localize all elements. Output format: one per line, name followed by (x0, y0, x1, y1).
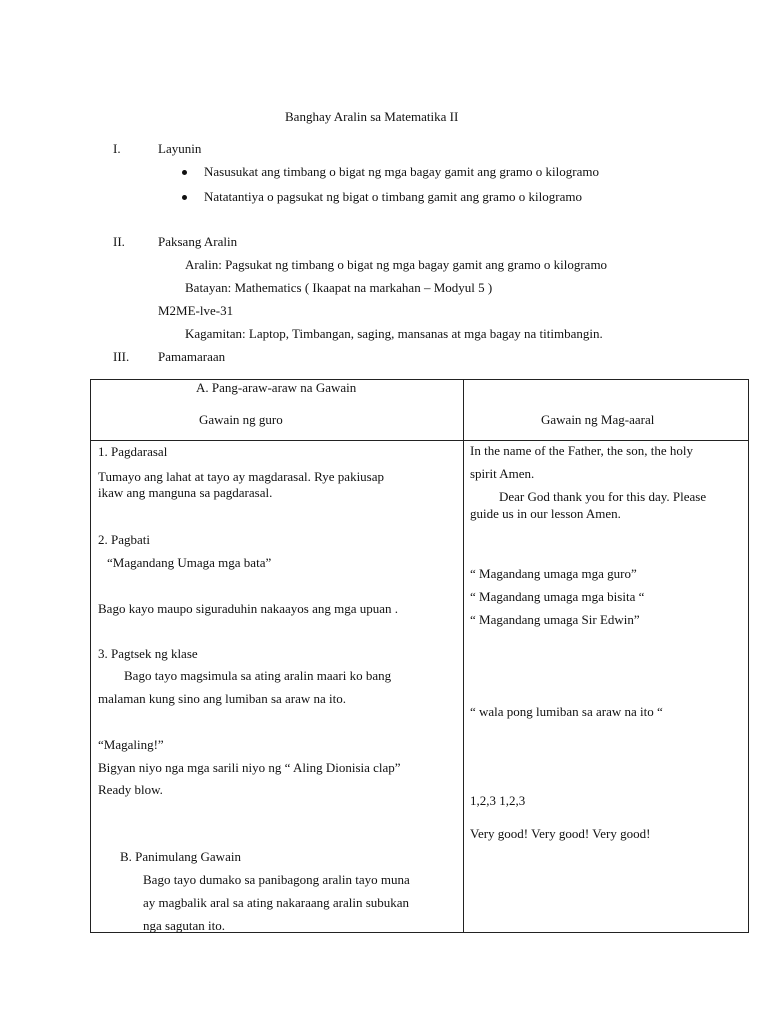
column-header-mag-aaral: Gawain ng Mag-aaral (541, 412, 655, 427)
clap-response: 1,2,3 1,2,3 (470, 793, 526, 808)
pagtsek-text: Bago tayo magsimula sa ating aralin maari ko bang (124, 668, 392, 683)
section-iii-number: III. (113, 349, 130, 364)
pagbati-heading: 2. Pagbati (98, 532, 150, 547)
batayan-line: Batayan: Mathematics ( Ikaapat na markahan – Modyul 5 ) (185, 280, 493, 295)
very-good-response: Very good! Very good! Very good! (470, 826, 651, 841)
bigyan-text: Bigyan niyo nga mga sarili niyo ng “ Aling Dionisia clap” (98, 760, 401, 775)
pagtsek-text: malaman kung sino ang lumiban sa araw na ito. (98, 691, 347, 706)
column-header-guro: Gawain ng guro (199, 412, 283, 427)
module-code: M2ME-lve-31 (158, 303, 234, 318)
section-ii-number: II. (113, 234, 125, 249)
pagdarasal-heading: 1. Pagdarasal (98, 444, 168, 459)
section-b-text: ay magbalik aral sa ating nakaraang aralin subukan (143, 895, 410, 910)
pagtsek-heading: 3. Pagtsek ng klase (98, 646, 198, 661)
prayer-text: In the name of the Father, the son, the holy (470, 443, 693, 458)
prayer-text: guide us in our lesson Amen. (470, 506, 621, 521)
greeting-response: “ Magandang umaga Sir Edwin” (470, 612, 640, 627)
pagdarasal-text: Tumayo ang lahat at tayo ay magdarasal. Rye pakiusap (98, 469, 385, 484)
procedure-table (90, 379, 749, 933)
prayer-text: Dear God thank you for this day. Please (499, 489, 707, 504)
greeting-response: “ Magandang umaga mga guro” (470, 566, 637, 581)
column-divider (463, 380, 464, 932)
section-a-heading: A. Pang-araw-araw na Gawain (196, 380, 357, 395)
section-b-heading: B. Panimulang Gawain (120, 849, 241, 864)
section-iii-label: Pamamaraan (158, 349, 226, 364)
attendance-response: “ wala pong lumiban sa araw na ito “ (470, 704, 663, 719)
section-i-number: I. (113, 141, 121, 156)
prayer-text: spirit Amen. (470, 466, 535, 481)
objective-item: Natatantiya o pagsukat ng bigat o timbang gamit ang gramo o kilogramo (204, 189, 582, 204)
header-divider (91, 440, 748, 441)
pagbati-text: “Magandang Umaga mga bata” (107, 555, 272, 570)
section-b-text: Bago tayo dumako sa panibagong aralin tayo muna (143, 872, 410, 887)
section-ii-label: Paksang Aralin (158, 234, 238, 249)
greeting-response: “ Magandang umaga mga bisita “ (470, 589, 645, 604)
magaling-text: “Magaling!” (98, 737, 164, 752)
aralin-line: Aralin: Pagsukat ng timbang o bigat ng mga bagay gamit ang gramo o kilogramo (185, 257, 608, 272)
ready-text: Ready blow. (98, 782, 163, 797)
page-title: Banghay Aralin sa Matematika II (285, 109, 459, 124)
bullet-icon (182, 170, 187, 175)
section-b-text: nga sagutan ito. (143, 918, 225, 933)
pagbati-text: Bago kayo maupo siguraduhin nakaayos ang mga upuan . (98, 601, 399, 616)
kagamitan-line: Kagamitan: Laptop, Timbangan, saging, mansanas at mga bagay na titimbangin. (185, 326, 603, 341)
pagdarasal-text: ikaw ang manguna sa pagdarasal. (98, 485, 273, 500)
bullet-icon (182, 195, 187, 200)
section-i-label: Layunin (158, 141, 202, 156)
objective-item: Nasusukat ang timbang o bigat ng mga bagay gamit ang gramo o kilogramo (204, 164, 599, 179)
